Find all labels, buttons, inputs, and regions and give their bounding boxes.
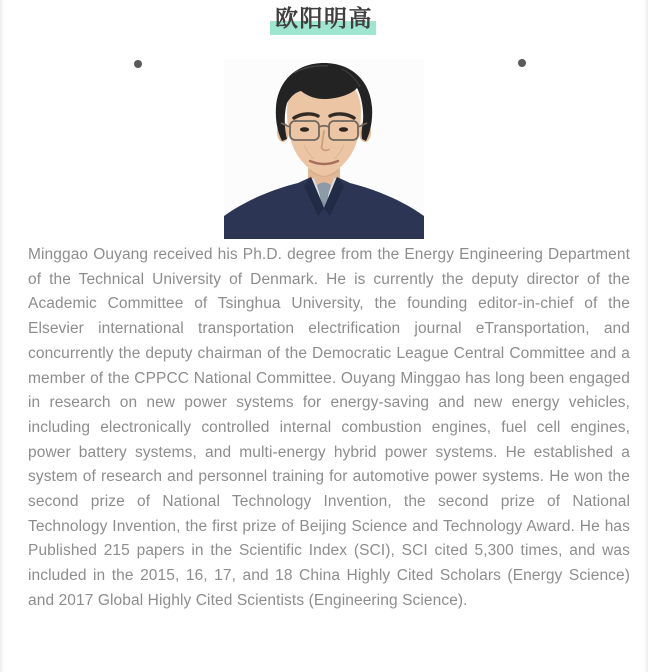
decorative-dot-right (518, 59, 526, 67)
page-header (0, 4, 648, 32)
portrait-photo-illustration (224, 59, 424, 239)
page-title (0, 4, 648, 32)
photo-section (0, 59, 648, 241)
decorative-dot-left (134, 60, 142, 68)
biography-text: Minggao Ouyang received his Ph.D. degree from the Energy Engineering Department of the Technical University of Denmark. He is currently the deputy director of the Academic Committee of Tsinghua University, the founding editor-in-chief of the Elsevier international transportation electrification journal eTransportation, and concurrently the deputy chairman of the Democratic League Central Committee and a member of the CPPCC National Committee. Ouyang Minggao has long been engaged in research on new power systems for energy-saving and new energy vehicles, including electronically controlled internal combustion engines, fuel cell engines, power battery systems, and multi-energy hybrid power systems. He established a system of research and personnel training for automotive power systems. He won the second prize of National Technology Invention, the second prize of National Technology Invention, the first prize of Beijing Science and Technology Award. He has Published 215 papers in the Scientific Index (SCI), SCI cited 5,300 times, and was included in the 2015, 16, 17, and 18 China Highly Cited Scholars (Energy Science) and 2017 Global Highly Cited Scientists (Engineering Science). (28, 246, 630, 609)
page-title-text: 欧阳明高 (275, 5, 373, 31)
portrait-photo (224, 59, 424, 239)
